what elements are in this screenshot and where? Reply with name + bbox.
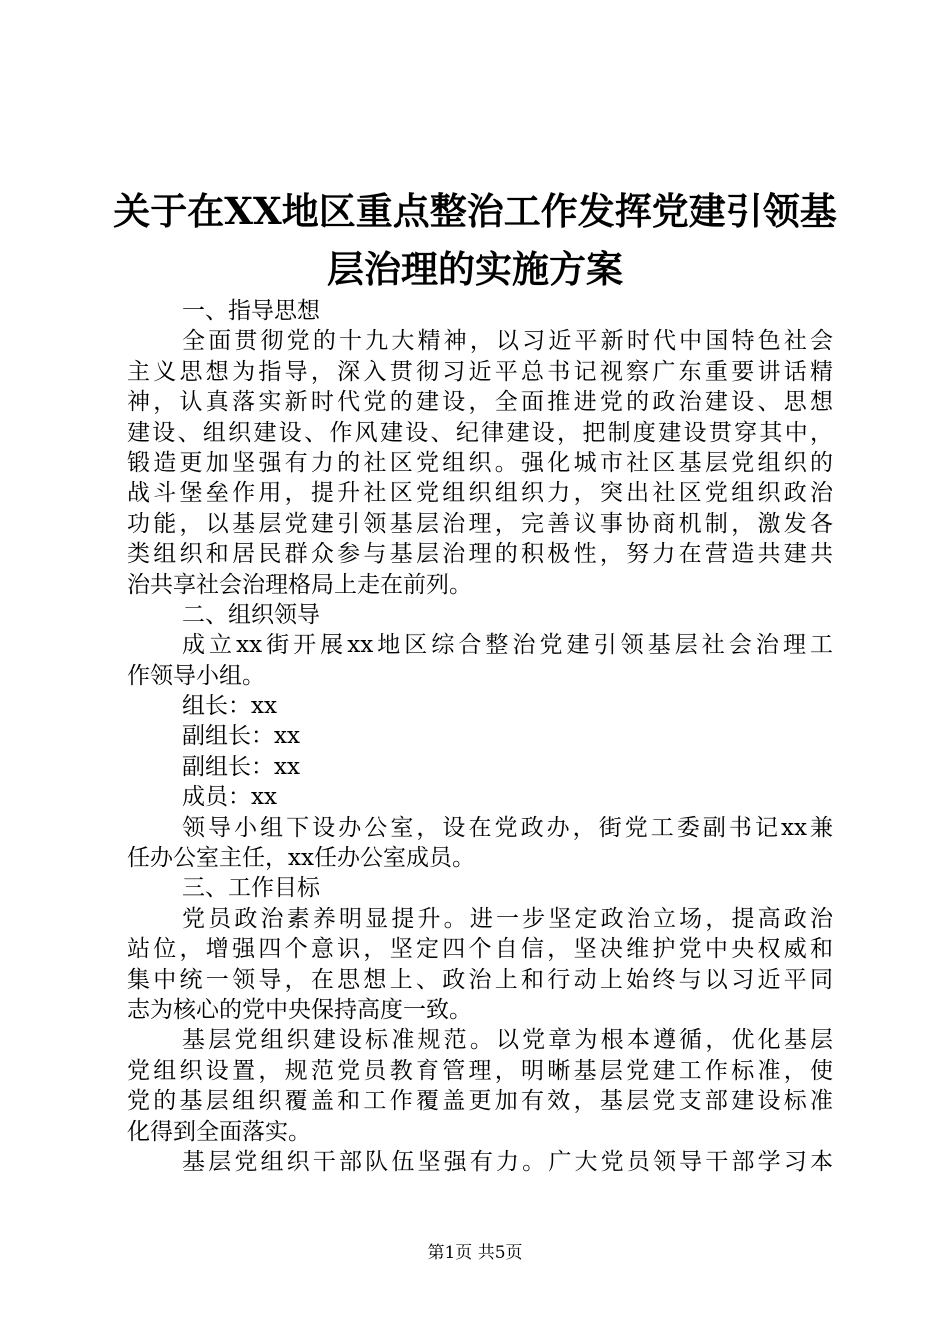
document-title-line-1: 关于在XX地区重点整治工作发挥党建引领基 (113, 189, 837, 233)
paragraph-line: 集中统一领导，在思想上、政治上和行动上始终与以习近平同 (127, 966, 833, 993)
section-heading: 三、工作目标 (182, 875, 320, 902)
paragraph-line: 任办公室主任，xx任办公室成员。 (127, 845, 475, 872)
paragraph-line: 主义思想为指导，深入贯彻习近平总书记视察广东重要讲话精 (127, 358, 833, 385)
paragraph-line: 作领导小组。 (127, 662, 265, 689)
paragraph-line: 锻造更加坚强有力的社区党组织。强化城市社区基层党组织的 (127, 449, 833, 476)
member-line: 成员：xx (182, 784, 277, 811)
paragraph-line: 党的基层组织覆盖和工作覆盖更加有效，基层党支部建设标准 (127, 1088, 833, 1115)
paragraph-line: 基层党组织干部队伍坚强有力。广大党员领导干部学习本 (182, 1148, 833, 1175)
paragraph-line: 建设、组织建设、作风建设、纪律建设，把制度建设贯穿其中， (127, 419, 833, 446)
paragraph-line: 治共享社会治理格局上走在前列。 (127, 571, 472, 598)
paragraph-line: 类组织和居民群众参与基层治理的积极性，努力在营造共建共 (127, 541, 833, 568)
paragraph-line: 党组织设置，规范党员教育管理，明晰基层党建工作标准，使 (127, 1057, 833, 1084)
paragraph-line: 功能，以基层党建引领基层治理，完善议事协商机制，激发各 (127, 510, 833, 537)
paragraph-line: 全面贯彻党的十九大精神，以习近平新时代中国特色社会 (182, 328, 833, 355)
paragraph-line: 站位，增强四个意识，坚定四个自信，坚决维护党中央权威和 (127, 936, 833, 963)
document-title-line-2: 层治理的实施方案 (327, 247, 623, 291)
paragraph-line: 志为核心的党中央保持高度一致。 (127, 996, 472, 1023)
member-line: 副组长：xx (182, 753, 300, 780)
page-footer: 第1页 共5页 (427, 1243, 523, 1263)
paragraph-line: 神，认真落实新时代党的建设，全面推进党的政治建设、思想 (127, 389, 833, 416)
member-line: 组长：xx (182, 693, 277, 720)
paragraph-line: 基层党组织建设标准规范。以党章为根本遵循，优化基层 (182, 1027, 833, 1054)
paragraph-line: 战斗堡垒作用，提升社区党组织组织力，突出社区党组织政治 (127, 480, 833, 507)
section-heading: 一、指导思想 (182, 298, 320, 324)
member-line: 副组长：xx (182, 723, 300, 750)
paragraph-line: 党员政治素养明显提升。进一步坚定政治立场，提高政治 (182, 905, 833, 932)
paragraph-line: 领导小组下设办公室，设在党政办，街党工委副书记xx兼 (182, 814, 833, 841)
document-body (127, 296, 833, 1177)
paragraph-line: 成立xx街开展xx地区综合整治党建引领基层社会治理工 (182, 632, 833, 659)
section-heading: 二、组织领导 (182, 601, 320, 628)
paragraph-line: 化得到全面落实。 (127, 1118, 311, 1145)
